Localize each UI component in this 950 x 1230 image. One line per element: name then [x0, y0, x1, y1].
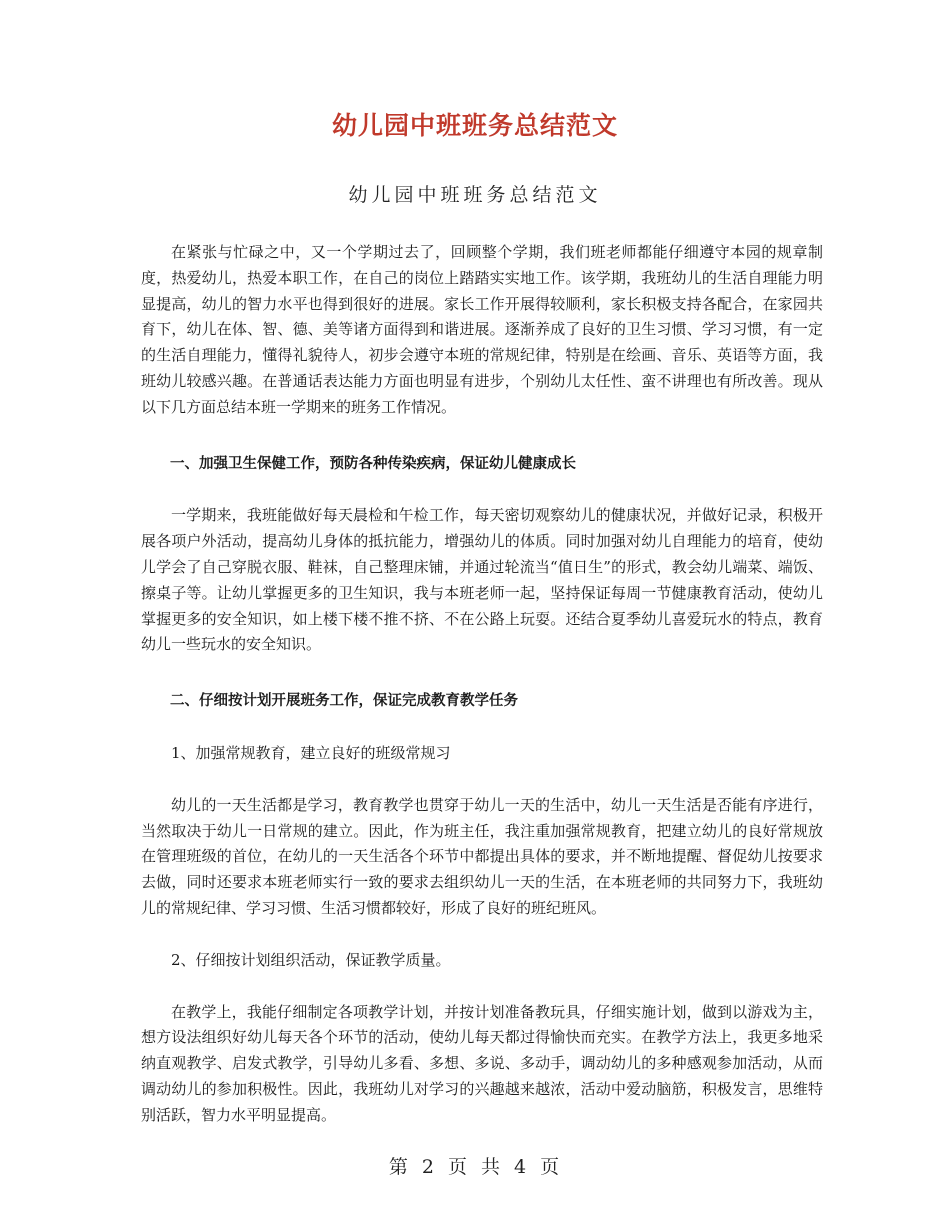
section2-sub2-paragraph: 在教学上，我能仔细制定各项教学计划，并按计划准备教玩具，仔细实施计划，做到以游戏为主，想方设法组织好幼儿每天各个环节的活动，使幼儿每天都过得愉快而充实。在教学方法上，我更多地采纳直观教学、启发式教学，引导幼儿多看、多想、多说、多动手，调动幼儿的多种感观参加活动，从而调动幼儿的参加积极性。因此，我班幼儿对学习的兴趣越来越浓，活动中爱动脑筋，积极发言，思维特别活跃，智力水平明显提高。 — [141, 1002, 823, 1124]
page-number-footer: 第 2 页 共 4 页 — [388, 1156, 562, 1178]
section2-sub1-paragraph: 幼儿的一天生活都是学习，教育教学也贯穿于幼儿一天的生活中，幼儿一天生活是否能有序进行，当然取决于幼儿一日常规的建立。因此，作为班主任，我注重加强常规教育，把建立幼儿的良好常规放在管理班级的首位，在幼儿的一天生活各个环节中都提出具体的要求，并不断地提醒、督促幼儿按要求去做，同时还要求本班老师实行一致的要求去组织幼儿一天的生活，在本班老师的共同努力下，我班幼儿的常规纪律、学习习惯、生活习惯都较好，形成了良好的班纪班风。 — [141, 795, 823, 917]
document-title: 幼儿园中班班务总结范文 — [331, 111, 618, 140]
document-subtitle: 幼儿园中班班务总结范文 — [348, 184, 602, 206]
section2-heading: 二、仔细按计划开展班务工作，保证完成教育教学任务 — [170, 693, 518, 710]
section1-heading: 一、加强卫生保健工作，预防各种传染疾病，保证幼儿健康成长 — [170, 455, 576, 472]
section1-paragraph: 一学期来，我班能做好每天晨检和午检工作，每天密切观察幼儿的健康状况，并做好记录，积极开展各项户外活动，提高幼儿身体的抵抗能力，增强幼儿的体质。同时加强对幼儿自理能力的培育，使幼儿学会了自己穿脱衣服、鞋袜，自己整理床铺，并通过轮流当“值日生”的形式，教会幼儿端菜、端饭、擦桌子等。让幼儿掌握更多的卫生知识，我与本班老师一起，坚持保证每周一节健康教育活动，使幼儿掌握更多的安全知识，如上楼下楼不推不挤、不在公路上玩耍。还结合夏季幼儿喜爱玩水的特点，教育幼儿一些玩水的安全知识。 — [141, 506, 823, 654]
intro-paragraph: 在紧张与忙碌之中，又一个学期过去了，回顾整个学期，我们班老师都能仔细遵守本园的规章制度，热爱幼儿，热爱本职工作，在自己的岗位上踏踏实实地工作。该学期，我班幼儿的生活自理能力明显提高，幼儿的智力水平也得到很好的进展。家长工作开展得较顺利，家长积极支持各配合，在家园共育下，幼儿在体、智、德、美等诸方面得到和谐进展。逐渐养成了良好的卫生习惯、学习习惯，有一定的生活自理能力，懂得礼貌待人，初步会遵守本班的常规纪律，特别是在绘画、音乐、英语等方面，我班幼儿较感兴趣。在普通话表达能力方面也明显有进步，个别幼儿太任性、蛮不讲理也有所改善。现从以下几方面总结本班一学期来的班务工作情况。 — [141, 243, 823, 416]
section2-subheading-1: 1、加强常规教育，建立良好的班级常规习 — [171, 743, 451, 762]
document-body — [141, 240, 823, 1129]
section2-subheading-2: 2、仔细按计划组织活动，保证教学质量。 — [171, 950, 451, 969]
